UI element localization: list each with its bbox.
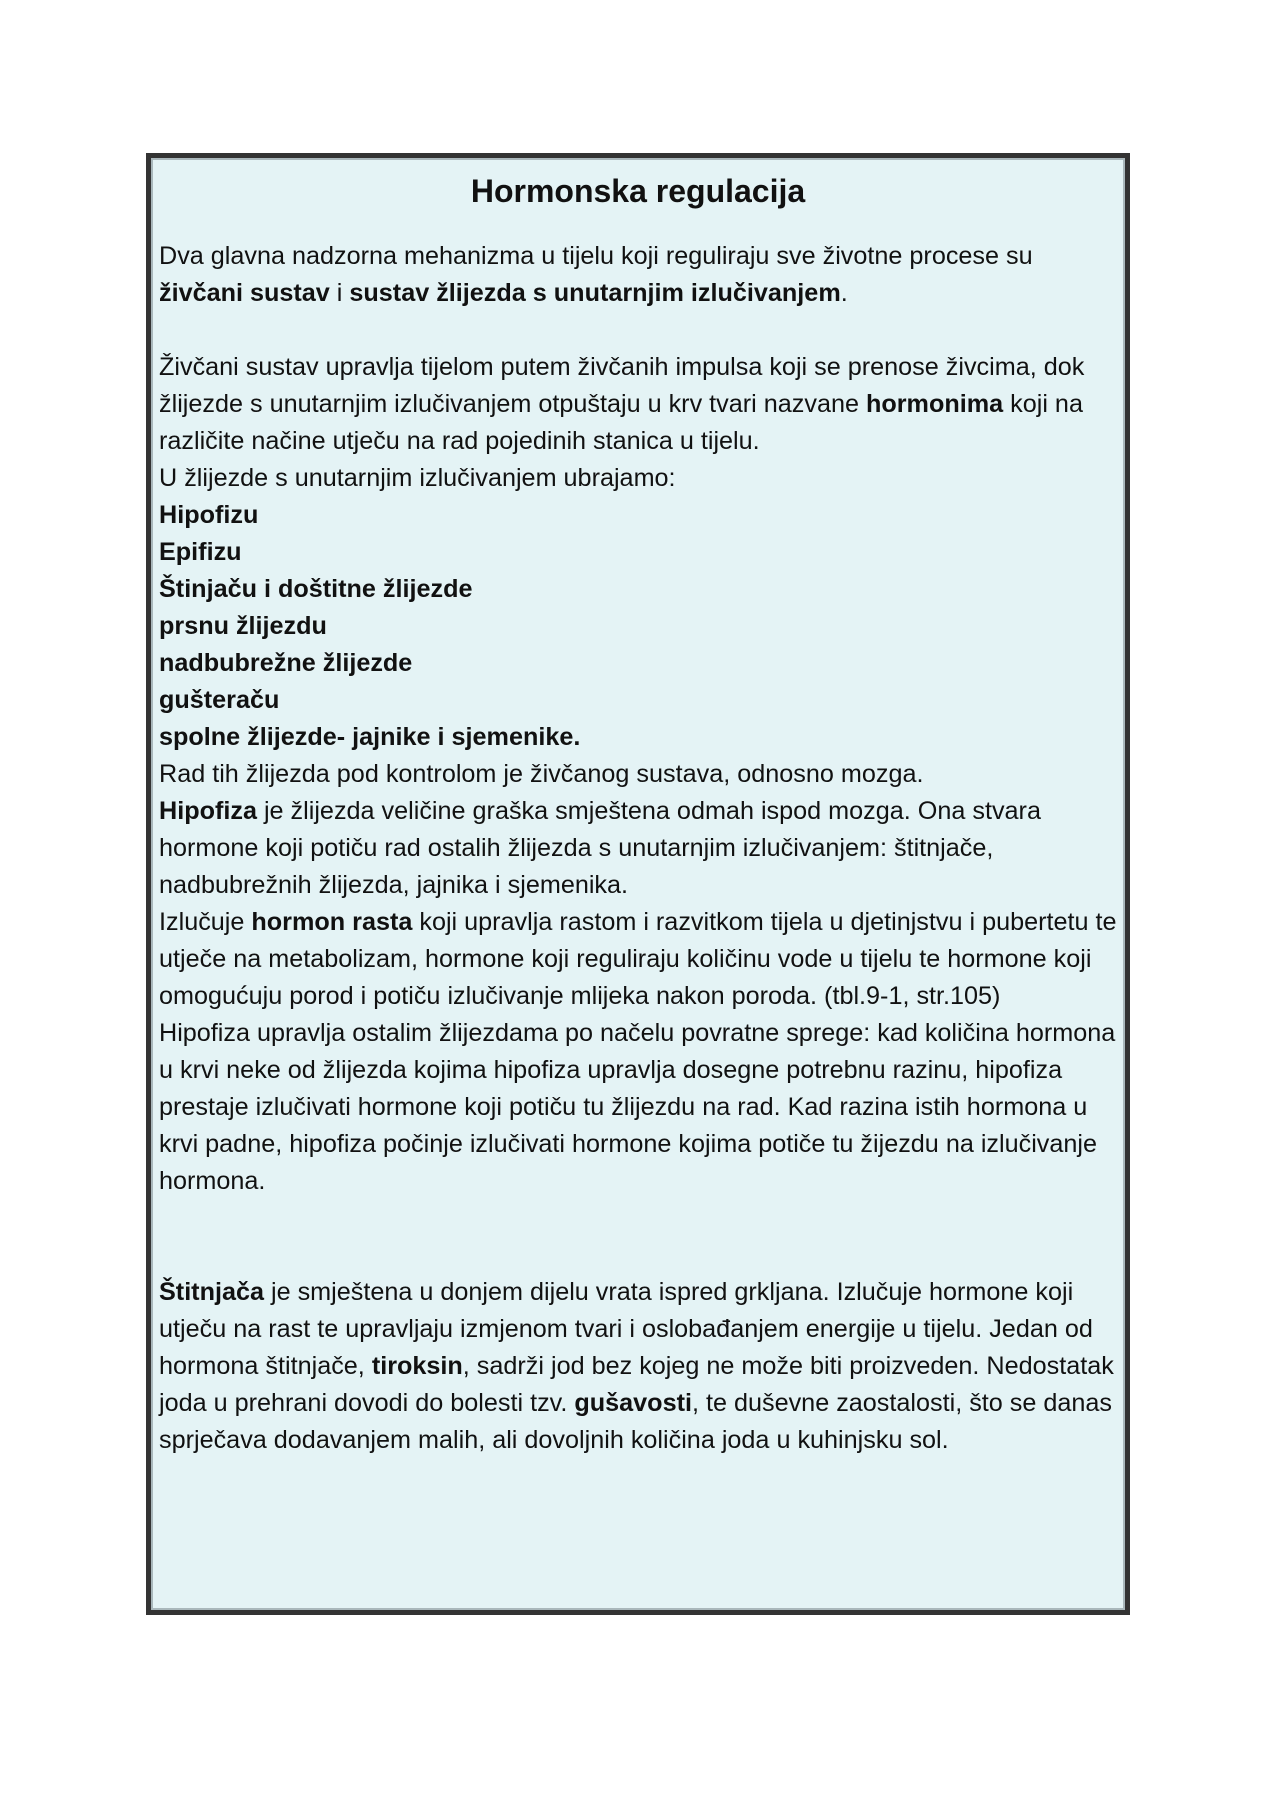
intro-text-1: Dva glavna nadzorna mehanizma u tijelu koji reguliraju sve životne procese su (159, 242, 1033, 270)
nervous-paragraph (159, 349, 1117, 460)
nervous-text-2: koji na različite načine utječu na rad pojedinih stanica u tijelu. (159, 390, 1083, 455)
list-item: Epifizu (159, 538, 242, 566)
content-box (146, 153, 1130, 1615)
list-item: gušteraču (159, 686, 280, 714)
thyroid-paragraph (159, 1274, 1117, 1459)
pituitary-text: je žlijezda veličine graška smještena odmah ispod mozga. Ona stvara hormone koji potiču rad ostalih žlijezda s unutarnjim izlučivanjem: štitnjače, nadbubrežnih žlijezda, jajnika i sjemenika. (159, 797, 1041, 899)
growth-bold-hormone: hormon rasta (251, 908, 413, 936)
nervous-text-1: Živčani sustav upravlja tijelom putem živčanih impulsa koji se prenose živcima, dok žlijezde s unutarnjim izlučivanjem otpuštaju u krv tvari nazvane (159, 353, 1085, 418)
intro-paragraph (159, 238, 1117, 312)
glands-intro: U žlijezde s unutarnjim izlučivanjem ubrajamo: (159, 464, 676, 492)
page-title: Hormonska regulacija (470, 173, 806, 209)
thyroid-text-3: , te duševne zaostalosti, što se danas sprječava dodavanjem malih, ali dovoljnih količina joda u kuhinjsku sol. (159, 1389, 1113, 1454)
list-item: Hipofizu (159, 501, 259, 529)
thyroid-text-1: je smještena u donjem dijelu vrata ispred grkljana. Izlučuje hormone koji utječu na rast te upravljaju izmjenom tvari i oslobađanjem energije u tijelu. Jedan od hormona štitnjače, (159, 1278, 1093, 1380)
growth-paragraph (159, 904, 1117, 1015)
feedback-paragraph: Hipofiza upravlja ostalim žlijezdama po načelu povratne sprege: kad količina hormona u krvi neke od žlijezda kojima hipofiza upravlja dosegne potrebnu razinu, hipofiza prestaje izlučivati hormone koji potiču tu žlijezdu na rad. Kad razina istih hormona u krvi padne, hipofiza počinje izlučivati hormone kojima potiče tu žijezdu na izlučivanje hormona. (159, 1019, 1116, 1195)
growth-text-1: Izlučuje (159, 908, 252, 936)
list-item: spolne žlijezde- jajnike i sjemenike. (159, 723, 581, 751)
intro-bold-endocrine-system: sustav žlijezda s unutarnjim izlučivanjem (349, 279, 841, 307)
thyroid-text-2: , sadrži jod bez kojeg ne može biti proizveden. Nedostatak joda u prehrani dovodi do bolesti tzv. (159, 1352, 1114, 1417)
list-item: Štinjaču i doštitne žlijezde (159, 575, 473, 603)
thyroid-bold-thyroxine: tiroksin (371, 1352, 463, 1380)
intro-text-3: . (840, 279, 848, 307)
growth-text-2: koji upravlja rastom i razvitkom tijela u djetinjstvu i pubertetu te utječe na metabolizam, hormone koji reguliraju količinu vode u tijelu te hormone koji omogućuju porod i potiču izlučivanje mlijeka nakon poroda. (tbl.9-1, str.105) (159, 908, 1117, 1010)
control-paragraph: Rad tih žlijezda pod kontrolom je živčanog sustava, odnosno mozga. (159, 760, 924, 788)
intro-bold-nervous-system: živčani sustav (159, 279, 330, 307)
intro-text-2: i (329, 279, 350, 307)
pituitary-paragraph (159, 793, 1117, 904)
list-item: prsnu žlijezdu (159, 612, 327, 640)
list-item: nadbubrežne žlijezde (159, 649, 413, 677)
thyroid-bold: Štitnjača (159, 1278, 264, 1306)
nervous-bold-hormones: hormonima (865, 390, 1004, 418)
pituitary-bold: Hipofiza (159, 797, 257, 825)
glands-list (159, 497, 1117, 756)
thyroid-bold-goiter: gušavosti (574, 1389, 692, 1417)
